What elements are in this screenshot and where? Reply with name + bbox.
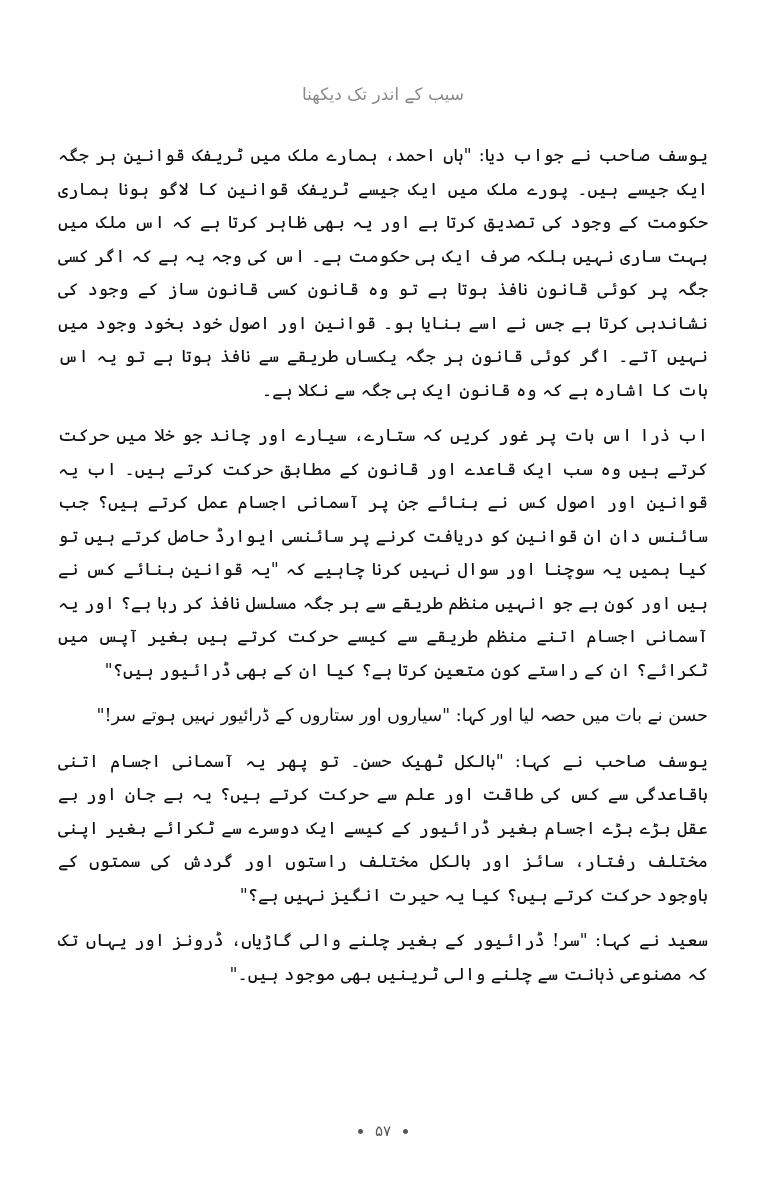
paragraph-4: یوسف صاحب نے کہا: "بالکل ٹھیک حسن۔ تو پھر یہ آسمانی اجسام اتنی باقاعدگی سے کس کی طاقت اور علم سے حرکت کرتے ہیں؟ یہ بے جان اور بے عقل بڑے بڑے اجسام بغیر ڈرائیور کے کیسے ایک دوسرے سے ٹکرائے بغیر اپنی مختلف رفتار، سائز اور بالکل مختلف راستوں اور گردش کی سمتوں کے باوجود حرکت کرتے ہیں؟ کیا یہ حیرت انگیز نہیں ہے؟" <box>58 751 708 906</box>
paragraph-5: سعید نے کہا: "سر! ڈرائیور کے بغیر چلنے والی گاڑیاں، ڈرونز اور یہاں تک کہ مصنوعی ذہانت سے چلنے والی ٹرینیں بھی موجود ہیں۔" <box>58 931 708 985</box>
left-dot-icon <box>358 1129 363 1134</box>
page-number: ۵۷ <box>374 1122 392 1140</box>
right-dot-icon <box>403 1129 408 1134</box>
paragraph-2: اب ذرا اس بات پر غور کریں کہ ستارے، سیارے اور چاند جو خلا میں حرکت کرتے ہیں وہ سب ایک قاعدے اور قانون کے مطابق حرکت کرتے ہیں۔ اب یہ قوانین اور اصول کس نے بنائے جن پر آسمانی اجسام عمل کرتے ہیں؟ جب سائنس دان ان قوانین کو دریافت کرنے پر سائنسی ایوارڈ حاصل کرتے ہیں تو کیا ہمیں یہ سوچنا اور سوال نہیں کرنا چاہیے کہ "یہ قوانین بنائے کس نے ہیں اور کون ہے جو انہیں منظم طریقے سے ہر جگہ مسلسل نافذ کر رہا ہے؟ اور یہ آسمانی اجسام اتنے منظم طریقے سے کیسے حرکت کرتے ہیں بغیر آپس میں ٹکرائے؟ ان کے راستے کون متعین کرتا ہے؟ کیا ان کے بھی ڈرائیور ہیں؟" <box>58 426 708 681</box>
running-title: سیب کے اندر تک دیکھنا <box>301 85 465 105</box>
body-text <box>58 140 708 1004</box>
page-number-footer <box>0 1122 766 1140</box>
paragraph-1: یوسف صاحب نے جواب دیا: "ہاں احمد، ہمارے ملک میں ٹریفک قوانین ہر جگہ ایک جیسے ہیں۔ پورے ملک میں ایک جیسے ٹریفک قوانین کا لاگو ہونا ہماری حکومت کے وجود کی تصدیق کرتا ہے اور یہ بھی ظاہر کرتا ہے کہ اس ملک میں بہت ساری نہیں بلکہ صرف ایک ہی حکومت ہے۔ اس کی وجہ یہ ہے کہ اگر کسی جگہ پر کوئی قانون نافذ ہوتا ہے تو وہ قانون کسی قانون ساز کے وجود کی نشاندہی کرتا ہے جس نے اسے بنایا ہو۔ قوانین اور اصول خود بخود وجود میں نہیں آتے۔ اگر کوئی قانون ہر جگہ یکساں طریقے سے نافذ ہوتا ہے تو یہ اس بات کا اشارہ ہے کہ وہ قانون ایک ہی جگہ سے نکلا ہے۔ <box>58 146 708 401</box>
paragraph-3: حسن نے بات میں حصہ لیا اور کہا: "سیاروں اور ستاروں کے ڈرائیور نہیں ہوتے سر!" <box>96 706 708 726</box>
